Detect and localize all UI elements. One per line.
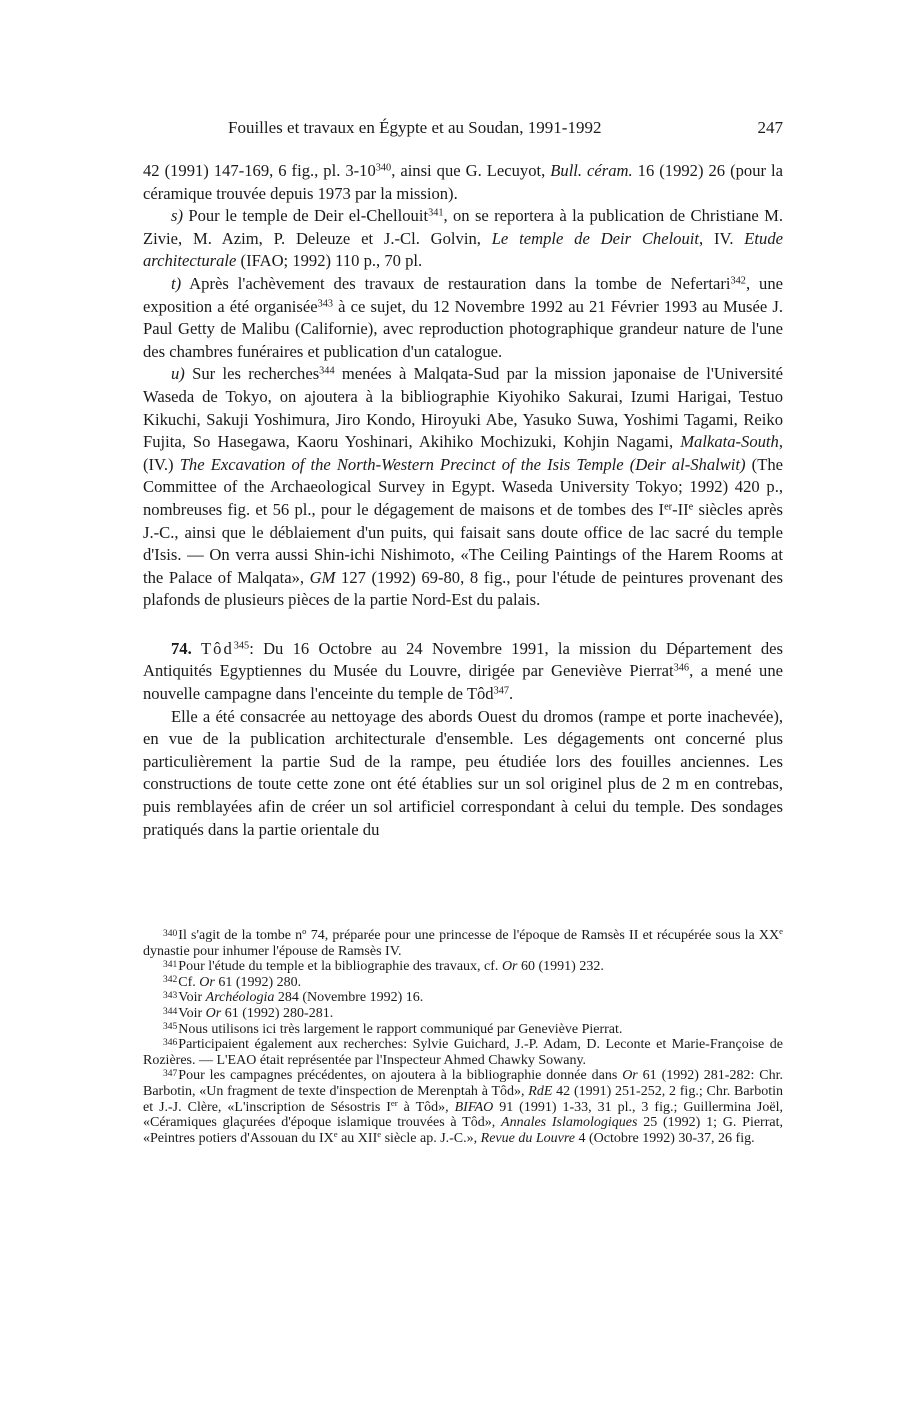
item-letter: s) (171, 206, 183, 226)
footnote-ref[interactable]: 340 (375, 162, 392, 174)
running-header (143, 118, 783, 142)
footnote-ref[interactable]: 341 (428, 207, 444, 219)
footnote-ref[interactable]: 346 (673, 662, 690, 674)
paragraph-continued: 42 (1991) 147-169, 6 fig., pl. $3-10^{340}$, ainsi que G. Lecuyot, Bull. céram. 16 (1992) 26 (pour la céramique trouvée depuis 1973 par la mission). (143, 161, 784, 203)
footnote-340: $^{340}$Il s'agit de la tombe $n^o$ 74, préparée pour une princesse de l'époque de Ramsès II et récupérée sous la XXe dynastie pour inhumer l'épouse de Ramsès IV. (143, 926, 783, 959)
footnote-ref[interactable]: 343 (317, 297, 333, 309)
footnote-number: 343 (163, 991, 178, 1002)
paragraph-t: t) Après l'achèvement des travaux de restauration dans la tombe de Nefertari$^{342}$, une exposition a été organisée$^{343}$ à ce sujet, du 12 Novembre 1992 au 21 Février 1993 au Musée J. Paul Getty de Malibu (Californie), avec reproduction photographique grandeur nature de l'une des chambres funéraires et publication d'un catalogue. (143, 273, 784, 361)
main-text (143, 160, 783, 841)
footnote-345: $^{345}$Nous utilisons ici très largement le rapport communiqué par Geneviève Pierrat. (163, 1021, 623, 1037)
footnote-343: $^{343}$Voir Archéologia 284 (Novembre 1992) 16. (163, 990, 424, 1006)
footnote-ref[interactable]: 342 (730, 275, 746, 287)
site-name: Tôd (201, 638, 234, 658)
footnote-ref[interactable]: 345 (233, 640, 250, 652)
section-gap (143, 612, 783, 638)
footnote-number: 345 (163, 1022, 178, 1033)
running-title: Fouilles et travaux en Égypte et au Soudan, 1991-1992 (228, 118, 602, 137)
page-number: 247 (757, 118, 783, 137)
footnote-341: $^{341}$Pour l'étude du temple et la bibliographie des travaux, cf. Or 60 (1991) 232. (163, 959, 604, 975)
footnote-number: 340 (163, 928, 178, 939)
footnote-number: 346 (163, 1037, 178, 1048)
footnote-ref[interactable]: 347 (493, 685, 509, 697)
footnote-number: 342 (163, 975, 178, 986)
footnote-344: $^{344}$Voir Or 61 (1992) 280-281. (163, 1005, 334, 1021)
section-74: 74. Tôd$^{345}$: Du 16 Octobre au 24 Novembre 1991, la mission du Département des Antiquités Egyptiennes du Musée du Louvre, dirigée par Geneviève Pierrat$^{346}$, a mené une nouvelle campagne dans l'enceinte du temple de Tôd$^{347}$. (143, 638, 783, 704)
footnote-346: $^{346}$Participaient également aux recherches: Sylvie Guichard, J.-P. Adam, D. Leconte et Marie-Françoise de Rozières. — L'EAO était représentée par l'Inspecteur Ahmed Chawky Sowany. (143, 1037, 783, 1068)
footnote-number: 344 (163, 1006, 178, 1017)
section-number: 74. (171, 638, 192, 658)
paragraph-u: u) Sur les recherches$^{344}$ menées à Malqata-Sud par la mission japonaise de l'Université Waseda de Tokyo, on ajoutera à la bibliographie Kiyohiko Sakurai, Izumi Harigai, Testuo Kikuchi, Sakuji Yoshimura, Jiro Kondo, Hiroyuki Abe, Yasuko Suwa, Yoshimi Tagami, Reiko Fujita, So Hasegawa, Kaoru Yoshinari, Akihiko Mochizuki, Kohjin Nagami, Malkata-South, (IV.) The Excavation of the North-Western Precinct of the Isis Temple (Deir al-Shalwit) (The Committee of the Archaeological Survey in Egypt. Waseda University Tokyo; 1992) 420 p., nombreuses fig. et 56 pl., pour le dégagement de maisons et de tombes des Ier-IIe siècles après J.-C., ainsi que le déblaiement d'un puits, qui faisait sans doute office de lac sacré du temple d'Isis. — On verra aussi Shin-ichi Nishimoto, «The Ceiling Paintings of the Harem Rooms at the Palace of Malqata», GM 127 (1992) 69-80, 8 fig., pour l'étude de peintures provenant des plafonds de plusieurs pièces de la partie Nord-Est du palais. (143, 364, 783, 610)
paragraph-s: s) Pour le temple de Deir el-Chellouit$^{341}$, on se reportera à la publication de Christiane M. Zivie, M. Azim, P. Deleuze et J.-Cl. Golvin, Le temple de Deir Chelouit, IV. Etude architecturale (IFAO; 1992) 110 p., 70 pl. (143, 206, 784, 271)
item-letter: u) (171, 364, 185, 384)
footnotes (143, 928, 783, 1146)
paragraph-elle: Elle a été consacrée au nettoyage des abords Ouest du dromos (rampe et porte inachevée), en vue de la publication architecturale d'ensemble. Les dégagements ont concerné plus particulièrement la partie Sud de la rampe, peu étudiée lors des fouilles anciennes. Les constructions de toute cette zone ont été établies sur un sol originel plus de 2 m en contrebas, puis remblayées afin de créer un sol artificiel correspondant à celui du temple. Des sondages pratiqués dans la partie orientale du (143, 706, 783, 839)
footnote-342: $^{342}$Cf. Or 61 (1992) 280. (163, 974, 302, 990)
footnote-number: 341 (163, 959, 178, 970)
footnote-347: $^{347}$Pour les campagnes précédentes, on ajoutera à la bibliographie donnée dans Or 61 (1992) 281-282: Chr. Barbotin, «Un fragment de texte d'inspection de Merenptah à Tôd», RdE 42 (1991) 251-252, 2 fig.; Chr. Barbotin et J.-J. Clère, «L'inscription de Sésostris Ier à Tôd», BIFAO 91 (1991) 1-33, 31 pl., 3 fig.; Guillermina Joël, «Céramiques glaçurées d'époque islamique trouvées à Tôd», Annales Islamologiques 25 (1992) 1; G. Pierrat, «Peintres potiers d'Assouan du IXe au XIIe siècle ap. J.-C.», Revue du Louvre 4 (Octobre 1992) 30-37, 26 fig. (143, 1068, 783, 1146)
item-letter: t) (171, 273, 182, 293)
footnote-number: 347 (163, 1069, 178, 1080)
footnote-ref[interactable]: 344 (319, 365, 335, 377)
